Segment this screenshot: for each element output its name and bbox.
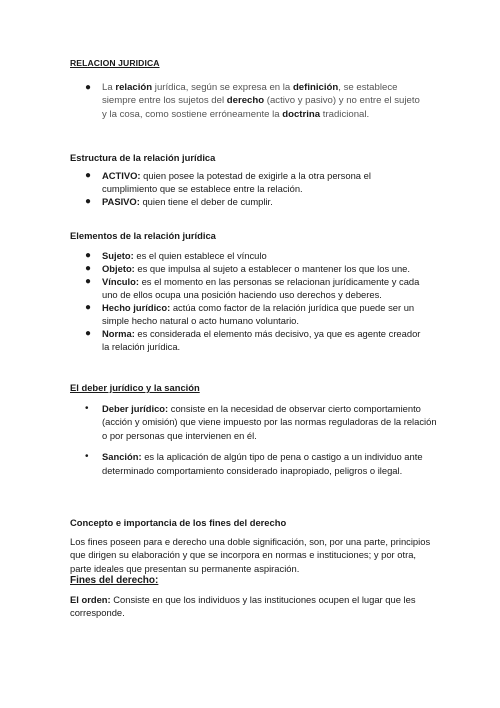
list-item: ● Sujeto: es el quien establece el vínculo [85, 250, 267, 261]
bullet-icon: ● [85, 170, 92, 181]
list-item: • Deber jurídico: consiste en la necesidad de observar cierto comportamiento (acción y omisión) que viene impuesto por las normas reguladoras de la relación o por personas que intervienen en él. [85, 403, 437, 441]
intro-list [85, 81, 422, 121]
bullet-icon: ● [85, 250, 92, 261]
bullet-icon: ● [85, 328, 92, 339]
list-item: ● Vínculo: es el momento en las personas se relacionan jurídicamente y cada uno de ellos ocupa una posición haciendo uso derechos y deberes. [85, 276, 420, 300]
heading-fines: Fines del derecho: [70, 575, 159, 586]
list-item: ● PASIVO: quien tiene el deber de cumplir. [85, 196, 273, 207]
bullet-icon: ● [85, 276, 92, 287]
document-title: RELACION JURIDICA [70, 58, 160, 68]
elementos-list [85, 249, 428, 353]
concepto-paragraph: Los fines poseen para e derecho una doble significación, son, por una parte, principios que dirigen su elaboración y que se incorpora en normas e instituciones; y por otra, parte ideales que presentan su permanente aspiración. [70, 536, 431, 574]
list-item: ● Objeto: es que impulsa al sujeto a establecer o mantener los que los une. [85, 263, 410, 274]
bullet-icon: • [85, 451, 89, 463]
bullet-icon: ● [85, 196, 92, 207]
list-item: ● Hecho jurídico: actúa como factor de la relación jurídica que puede ser un simple hecho natural o acto humano voluntario. [85, 302, 415, 326]
list-item: ● ACTIVO: quien posee la potestad de exigirle a la otra persona el cumplimiento que se establece entre la relación. [85, 170, 371, 194]
bullet-icon: ● [85, 302, 92, 313]
list-item: ● Norma: es considerada el elemento más decisivo, ya que es agente creador la relación jurídica. [85, 328, 421, 352]
heading-estructura: Estructura de la relación jurídica [70, 152, 216, 163]
heading-concepto: Concepto e importancia de los fines del derecho [70, 517, 287, 528]
heading-elementos: Elementos de la relación jurídica [70, 230, 216, 241]
deber-list [85, 402, 440, 485]
list-item: • Sanción: es la aplicación de algún tipo de pena o castigo a un individuo ante determinado comportamiento considerado inapropiado, peligros o ilegal. [85, 451, 423, 476]
fines-paragraph: El orden: Consiste en que los individuos y las instituciones ocupen el lugar que les corresponde. [70, 594, 416, 619]
heading-deber: El deber jurídico y la sanción [70, 382, 200, 393]
estructura-list [85, 169, 424, 208]
list-item: ● La relación jurídica, según se expresa en la definición, se establece siempre entre los sujetos del derecho (activo y pasivo) y no entre el sujeto y la cosa, como sostiene erróneamente la doctrina tradicional. [85, 82, 420, 120]
bullet-icon: • [85, 403, 89, 414]
bullet-icon: ● [85, 263, 92, 274]
bullet-icon: ● [85, 82, 92, 93]
